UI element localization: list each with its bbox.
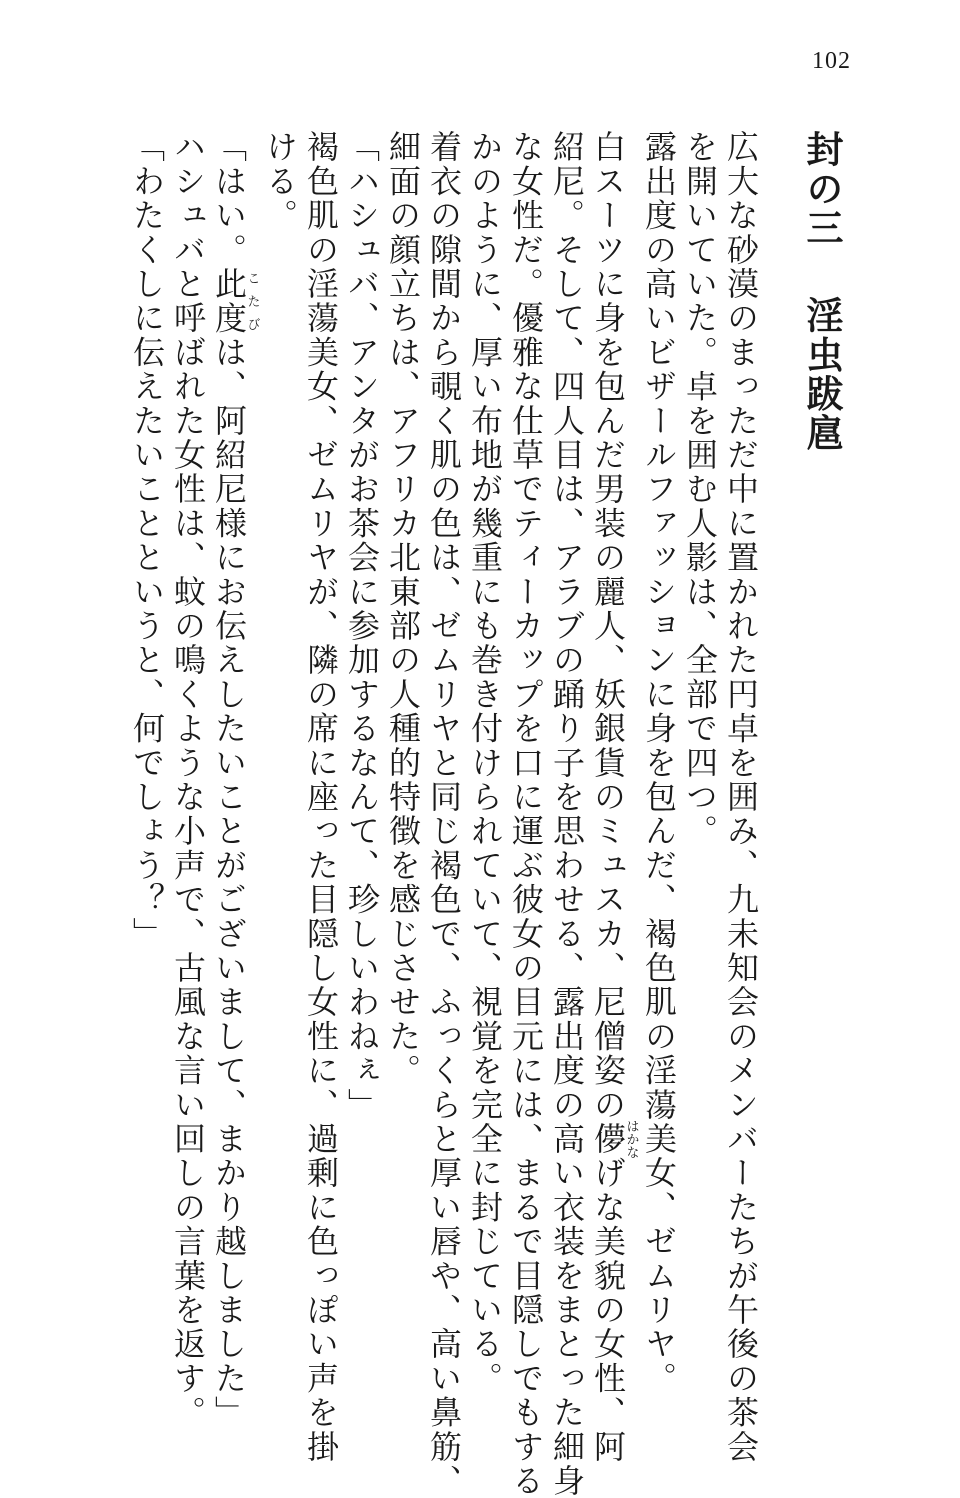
text-line: 白スーツに身を包んだ男装の麗人、妖銀貨のミュスカ、尼僧姿の儚はかなげな美貌の女性、阿	[589, 130, 639, 1464]
text-line: ハシュバと呼ばれた女性は、蚊の鳴くような小声で、古風な言い回しの言葉を返す。	[169, 130, 207, 1430]
text-line: な女性だ。優雅な仕草でティーカップを口に運ぶ彼女の目元には、まるで目隠しでもする	[507, 130, 545, 1498]
text-line: を開いていた。卓を囲む人影は、全部で四つ。	[681, 130, 719, 849]
chapter-name: 淫虫跋扈	[800, 295, 844, 453]
text-line: 着衣の隙間から覗く肌の色は、ゼムリヤと同じ褐色で、ふっくらと厚い唇や、高い鼻筋、	[425, 130, 463, 1498]
text-line: ける。	[261, 130, 299, 233]
text-line: 褐色肌の淫蕩美女、ゼムリヤが、隣の席に座った目隠し女性に、過剰に色っぽい声を掛	[302, 130, 340, 1464]
text-line: 露出度の高いビザールファッションに身を包んだ、褐色肌の淫蕩美女、ゼムリヤ。	[640, 130, 678, 1396]
text-line: 広大な砂漠のまっただ中に置かれた円卓を囲み、九未知会のメンバーたちが午後の茶会	[722, 130, 760, 1464]
text-line: 紹尼。そして、四人目は、アラブの踊り子を思わせる、露出度の高い衣装をまとった細身	[548, 130, 586, 1498]
dialogue-line: 「わたくしに伝えたいことというと、何でしょう？」	[128, 130, 166, 951]
text-line: かのように、厚い布地が幾重にも巻き付けられていて、視覚を完全に封じている。	[466, 130, 504, 1396]
page-number: 102	[812, 48, 851, 74]
ruby-kotabi: 此度こたび	[210, 266, 260, 336]
dialogue-line: 「はい。此度こたびは、阿紹尼様にお伝えしたいことがございまして、まかり越しました」	[210, 130, 260, 1430]
novel-text	[126, 130, 844, 1498]
chapter-title	[801, 130, 842, 1250]
ruby-hakana: 儚はかな	[589, 1119, 639, 1159]
dialogue-line: 「ハシュバ、アンタがお茶会に参加するなんて、珍しいわねぇ」	[343, 130, 381, 1122]
chapter-label: 封の三	[800, 130, 844, 248]
text-line: 細面の顔立ちは、アフリカ北東部の人種的特徴を感じさせた。	[384, 130, 422, 1088]
